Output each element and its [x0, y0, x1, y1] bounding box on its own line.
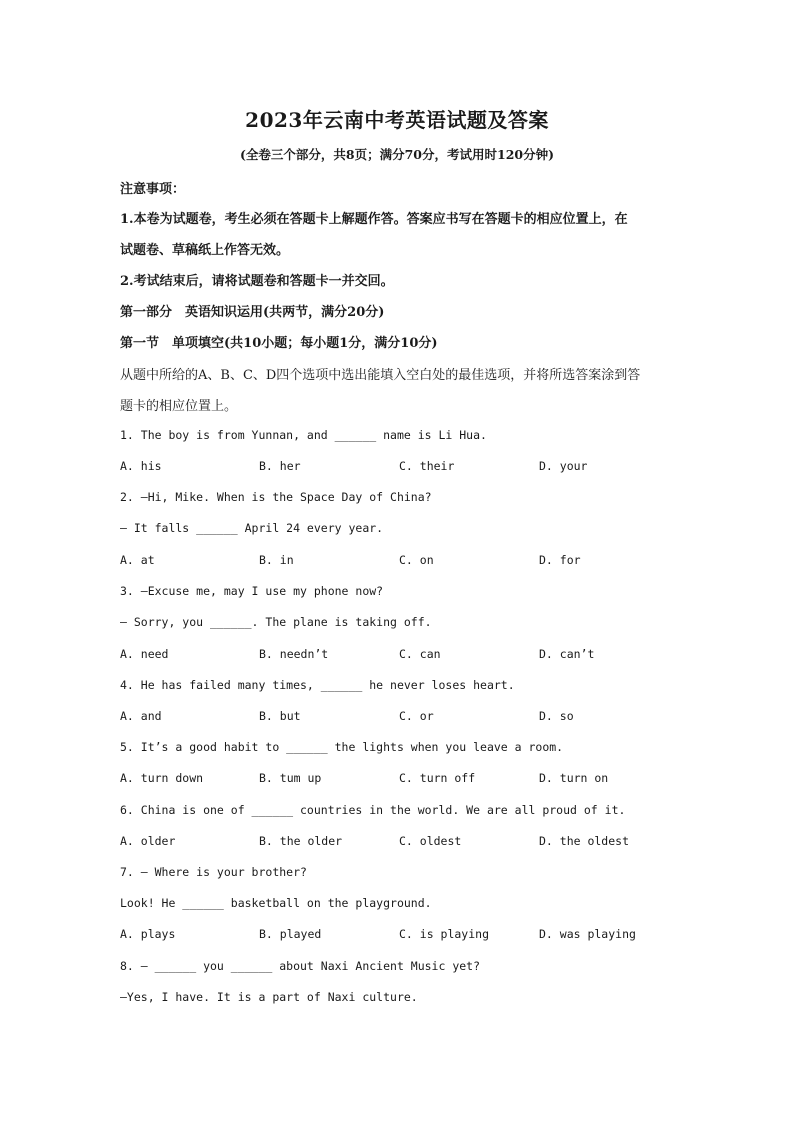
exam-info: (全卷三个部分，共8页；满分70分，考试用时120分钟): [239, 147, 554, 162]
q5-option-b: B. tum up: [259, 771, 322, 785]
question-6: 6. China is one of ______ countries in the world. We are all proud of it.: [120, 803, 626, 817]
q6-option-a: A. older: [120, 834, 176, 848]
q7-option-c: C. is playing: [399, 927, 490, 941]
q3-option-d: D. can’t: [539, 647, 595, 661]
instruction-line-1: 从题中所给的A、B、C、D四个选项中选出能填入空白处的最佳选项，并将所选答案涂到答: [120, 368, 641, 383]
question-7-reply: Look! He ______ basketball on the playground.: [120, 896, 432, 910]
notice-2: 2.考试结束后，请将试题卷和答题卡一并交回。: [120, 274, 394, 289]
q6-option-d: D. the oldest: [539, 834, 630, 848]
q7-option-d: D. was playing: [539, 927, 636, 941]
q3-option-b: B. needn’t: [259, 647, 329, 661]
q3-option-a: A. need: [120, 647, 169, 661]
q7-option-b: B. played: [259, 927, 322, 941]
q2-option-d: D. for: [539, 553, 581, 567]
q4-option-a: A. and: [120, 709, 162, 723]
notice-1-line-2: 试题卷、草稿纸上作答无效。: [120, 243, 290, 258]
question-8-reply: —Yes, I have. It is a part of Naxi culture.: [120, 990, 418, 1004]
q5-option-a: A. turn down: [120, 771, 204, 785]
question-3: 3. —Excuse me, may I use my phone now?: [120, 584, 384, 598]
question-1: 1. The boy is from Yunnan, and ______ name is Li Hua.: [120, 428, 487, 442]
part-1-heading: 第一部分 英语知识运用(共两节，满分20分): [120, 305, 385, 320]
q1-option-c: C. their: [399, 459, 455, 473]
q1-option-a: A. his: [120, 459, 162, 473]
q4-option-c: C. or: [399, 709, 434, 723]
question-2: 2. —Hi, Mike. When is the Space Day of China?: [120, 490, 432, 504]
q2-option-c: C. on: [399, 553, 434, 567]
question-2-reply: — It falls ______ April 24 every year.: [120, 521, 384, 535]
q5-option-d: D. turn on: [539, 771, 609, 785]
q1-option-b: B. her: [259, 459, 301, 473]
q6-option-c: C. oldest: [399, 834, 462, 848]
notice-1-line-1: 1.本卷为试题卷，考生必须在答题卡上解题作答。答案应书写在答题卡的相应位置上，在: [120, 212, 628, 227]
q2-option-a: A. at: [120, 553, 155, 567]
instruction-line-2: 题卡的相应位置上。: [120, 399, 238, 414]
q4-option-d: D. so: [539, 709, 574, 723]
question-7: 7. — Where is your brother?: [120, 865, 307, 879]
q2-option-b: B. in: [259, 553, 294, 567]
q3-option-c: C. can: [399, 647, 441, 661]
q4-option-b: B. but: [259, 709, 301, 723]
question-5: 5. It’s a good habit to ______ the lights when you leave a room.: [120, 740, 564, 754]
question-8: 8. — ______ you ______ about Naxi Ancient Music yet?: [120, 959, 481, 973]
q1-option-d: D. your: [539, 459, 588, 473]
q7-option-a: A. plays: [120, 927, 176, 941]
question-4: 4. He has failed many times, ______ he never loses heart.: [120, 678, 515, 692]
notice-heading: 注意事项：: [120, 182, 186, 197]
q5-option-c: C. turn off: [399, 771, 476, 785]
page-title: 2023年云南中考英语试题及答案: [245, 108, 549, 132]
section-1-heading: 第一节 单项填空(共10小题；每小题1分，满分10分): [120, 336, 438, 351]
question-3-reply: — Sorry, you ______. The plane is taking off.: [120, 615, 432, 629]
q6-option-b: B. the older: [259, 834, 343, 848]
